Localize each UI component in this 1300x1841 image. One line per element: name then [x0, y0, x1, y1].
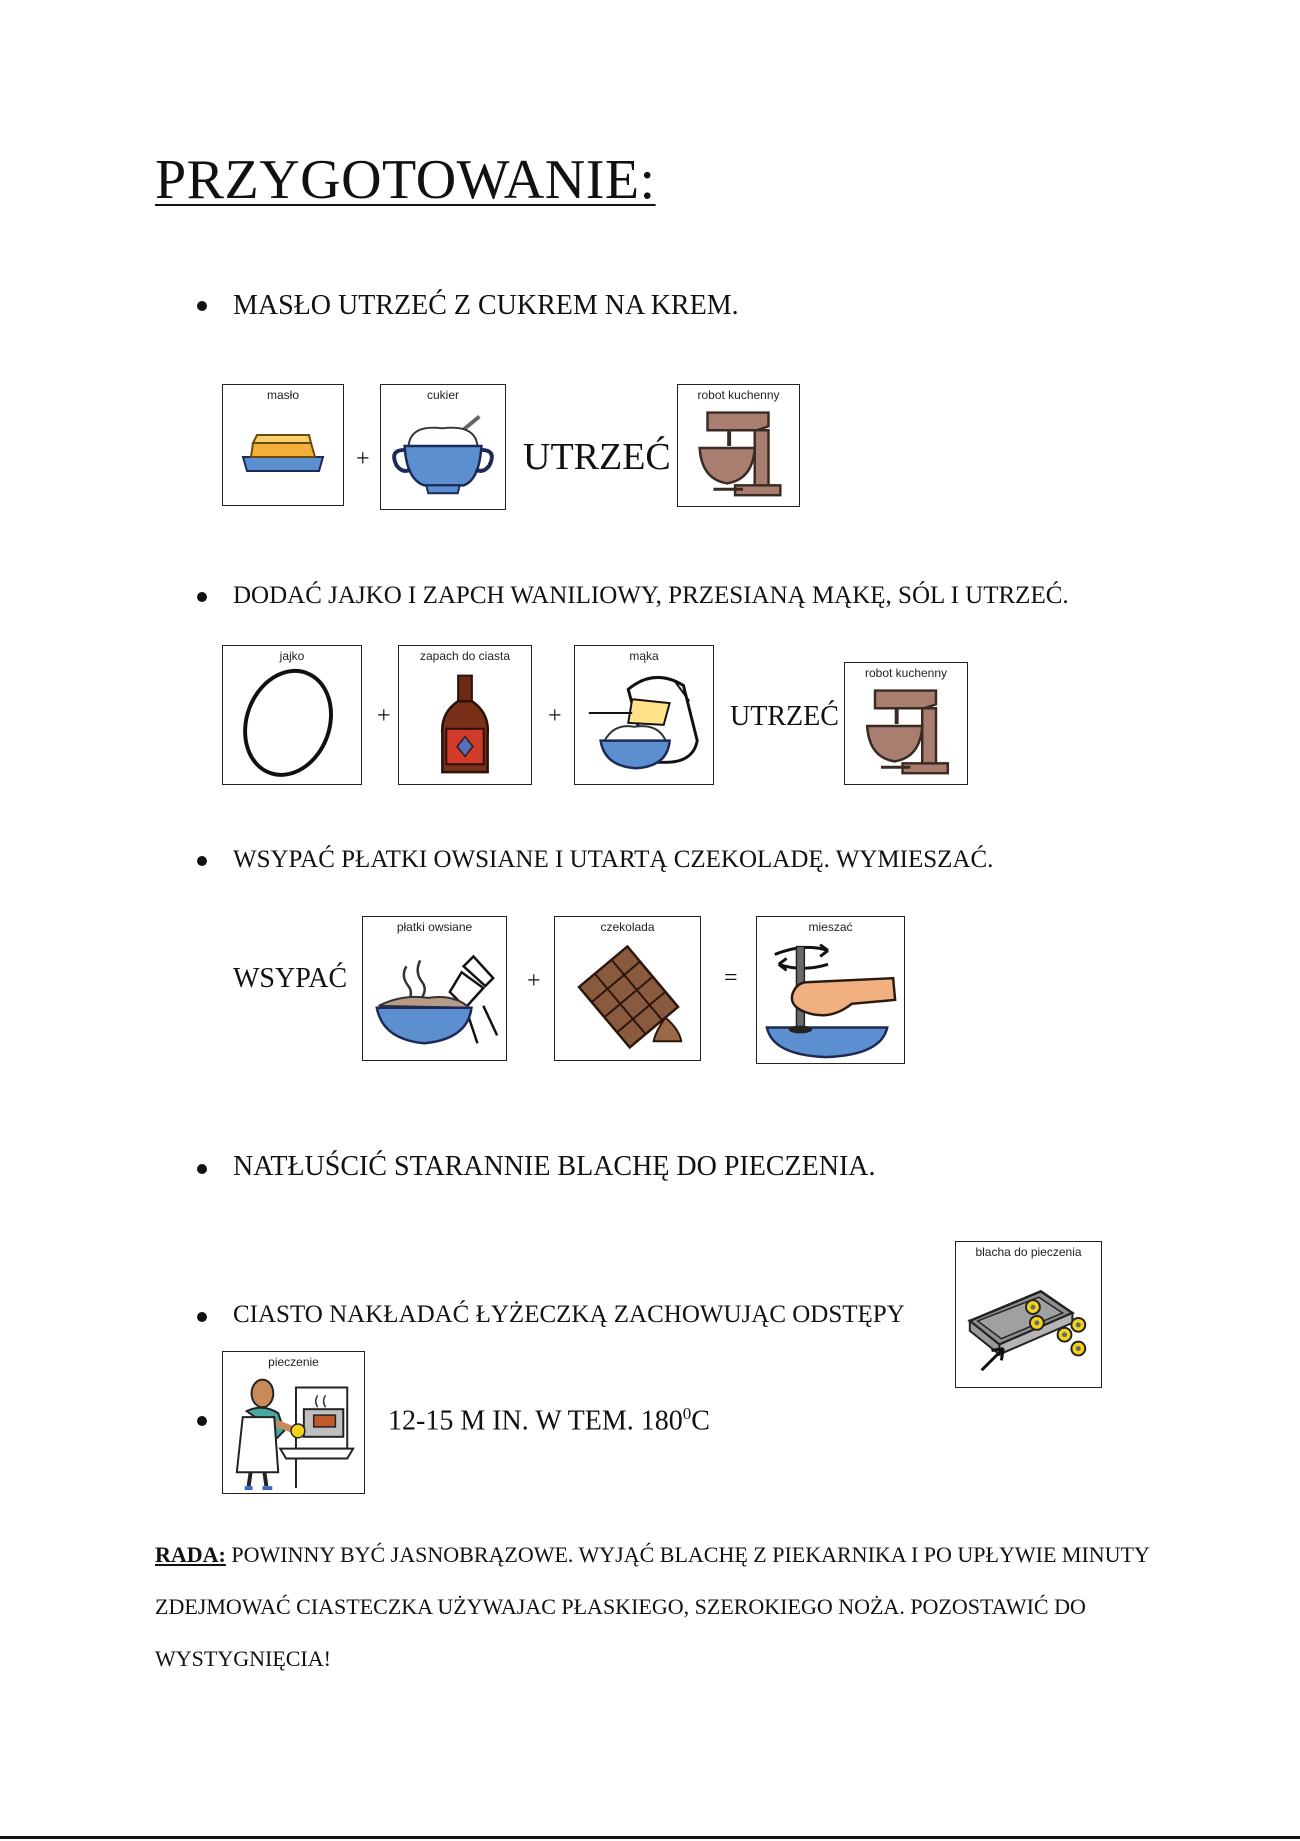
- pictogram-maslo: [222, 384, 344, 506]
- word-utrzec: UTRZEĆ: [730, 701, 839, 732]
- pictogram-label: jajko: [279, 649, 305, 663]
- bullet: [197, 301, 207, 311]
- tip-label: RADA:: [155, 1542, 226, 1567]
- pictogram-platki-owsiane: [362, 916, 507, 1061]
- page-bottom-rule: [0, 1836, 1300, 1839]
- temperature-unit: C: [691, 1405, 710, 1437]
- pictogram-label: robot kuchenny: [864, 666, 948, 680]
- pictogram-label: cukier: [426, 388, 459, 402]
- stand-mixer-icon: [678, 385, 799, 506]
- bullet: [197, 1312, 207, 1322]
- equals-operator: =: [724, 965, 738, 991]
- pictogram-jajko: [222, 645, 362, 785]
- step-5-text: CIASTO NAKŁADAĆ ŁYŻECZKĄ ZACHOWUJĄC ODSTĘPY: [233, 1301, 905, 1328]
- tip-paragraph: [155, 1529, 1175, 1685]
- pictogram-label: robot kuchenny: [697, 388, 780, 402]
- page-title: PRZYGOTOWANIE:: [155, 149, 656, 211]
- pictogram-czekolada: [554, 916, 701, 1061]
- vanilla-bottle-icon: [399, 646, 531, 784]
- step-2-text: DODAĆ JAJKO I ZAPCH WANILIOWY, PRZESIANĄ MĄKĘ, SÓL I UTRZEĆ.: [233, 582, 1069, 609]
- pictogram-label: płatki owsiane: [396, 920, 473, 934]
- pictogram-label: pieczenie: [268, 1355, 319, 1369]
- tip-text: POWINNY BYĆ JASNOBRĄZOWE. WYJĄĆ BLACHĘ Z PIEKARNIKA I PO UPŁYWIE MINUTY ZDEJMOWAĆ CIASTECZKA UŻYWAJAC PŁASKIEGO, SZEROKIEGO NOŻA. POZOSTAWIĆ DO WYSTYGNIĘCIA!: [155, 1542, 1150, 1671]
- pictogram-zapach: [398, 645, 532, 785]
- bullet: [197, 1164, 207, 1174]
- plus-operator: +: [527, 968, 541, 994]
- plus-operator: +: [377, 703, 391, 729]
- pictogram-pieczenie: [222, 1351, 365, 1494]
- egg-icon: [223, 646, 361, 784]
- word-utrzec: UTRZEĆ: [523, 436, 671, 478]
- butter-icon: [223, 385, 343, 505]
- pictogram-label: blacha do pieczenia: [975, 1245, 1082, 1259]
- pictogram-robot-kuchenny: [677, 384, 800, 507]
- sugar-bowl-icon: [381, 385, 505, 509]
- baking-person-icon: [223, 1352, 364, 1493]
- pictogram-label: czekolada: [600, 920, 655, 934]
- step-1-text: MASŁO UTRZEĆ Z CUKREM NA KREM.: [233, 290, 739, 321]
- plus-operator: +: [548, 703, 562, 729]
- bullet: [197, 592, 207, 602]
- pictogram-robot-kuchenny: [844, 662, 968, 785]
- pictogram-label: mąka: [629, 649, 659, 663]
- stirring-hand-icon: [757, 917, 904, 1063]
- chocolate-bar-icon: [555, 917, 700, 1060]
- pictogram-cukier: [380, 384, 506, 510]
- baking-time-temperature: 12-15 M IN. W TEM. 180: [388, 1405, 683, 1437]
- pictogram-mieszac: [756, 916, 905, 1064]
- step-4-text: NATŁUŚCIĆ STARANNIE BLACHĘ DO PIECZENIA.: [233, 1151, 876, 1182]
- bullet: [197, 856, 207, 866]
- plus-operator: +: [356, 446, 370, 472]
- pictogram-label: mieszać: [808, 920, 853, 934]
- oatmeal-icon: [363, 917, 506, 1060]
- pictogram-label: masło: [266, 388, 299, 402]
- flour-icon: [575, 646, 713, 784]
- pictogram-maka: [574, 645, 714, 785]
- pictogram-blacha-do-pieczenia: [955, 1241, 1102, 1388]
- pictogram-label: zapach do ciasta: [419, 649, 511, 663]
- word-wsypac: WSYPAĆ: [233, 963, 348, 994]
- baking-tray-icon: [956, 1242, 1101, 1387]
- degree-sign: 0: [682, 1404, 692, 1423]
- step-6-text: [388, 1405, 710, 1435]
- stand-mixer-icon: [845, 663, 967, 784]
- bullet: [197, 1416, 207, 1426]
- step-3-text: WSYPAĆ PŁATKI OWSIANE I UTARTĄ CZEKOLADĘ. WYMIESZAĆ.: [233, 846, 994, 873]
